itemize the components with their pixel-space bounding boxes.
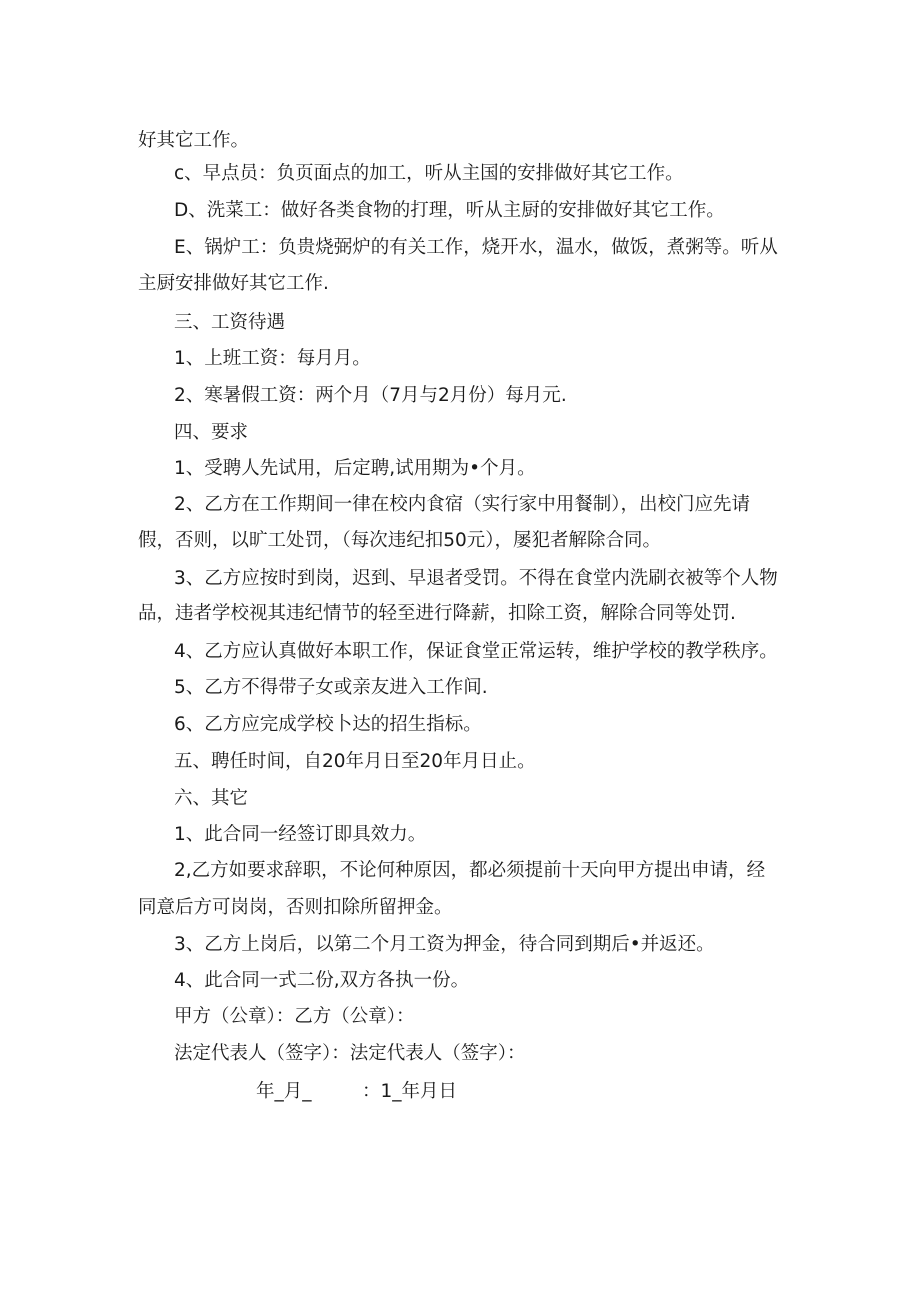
text-line: 3、乙方上岗后，以第二个月工资为押金，待合同到期后•并返还。: [174, 934, 715, 955]
text-line: 1、上班工资：每月月。: [174, 348, 371, 369]
signature-representative-line: 法定代表人（签字）：法定代表人（签字）：: [174, 1043, 526, 1064]
text-line: 6、乙方应完成学校卜达的招生指标。: [174, 714, 482, 735]
section-heading: 六、其它: [174, 788, 249, 809]
text-line: 3、乙方应按时到岗，迟到、早退者受罚。不得在食堂内洗刷衣被等个人物: [174, 568, 778, 589]
text-line: 1、此合同一经签订即具效力。: [174, 824, 427, 845]
text-line: 5、乙方不得带子女或亲友进入工作间.: [174, 677, 488, 698]
signature-date-left: 年_月_: [256, 1081, 312, 1102]
section-heading: 四、要求: [174, 422, 249, 443]
signature-date-right: ：1_年月日: [362, 1081, 458, 1102]
text-line: 4、乙方应认真做好本职工作，保证食堂正常运转，维护学校的教学秩序。: [174, 641, 778, 662]
text-line: 同意后方可岗岗，否则扣除所留押金。: [138, 897, 453, 918]
section-heading: 三、工资待遇: [174, 312, 286, 333]
text-line: E、锅炉工：负贵烧弼炉的有关工作，烧开水，温水，做饭，煮粥等。听从: [174, 237, 778, 258]
text-line: 2,乙方如要求辞职，不论何种原因，都必须提前十天向甲方提出申请，经: [174, 860, 766, 881]
text-line: 假，否则，以旷工处罚，（每次违纪扣50元），屡犯者解除合同。: [138, 530, 662, 551]
text-line: 2、乙方在工作期间一律在校内食宿（实行家中用餐制），出校门应先请: [174, 494, 751, 515]
text-line: 品，违者学校视其违纪情节的轻至进行降薪，扣除工资，解除合同等处罚.: [138, 603, 736, 624]
text-line: 2、寒暑假工资：两个月（7月与2月份）每月元.: [174, 385, 567, 406]
text-line: 好其它工作。: [138, 130, 250, 151]
text-line: D、洗菜工：做好各类食物的打理，听从主厨的安排做好其它工作。: [174, 200, 725, 221]
section-heading: 五、聘任时间，自20年月日至20年月日止。: [174, 751, 536, 772]
text-line: 4、此合同一式二份,双方各执一份。: [174, 970, 470, 991]
text-line: 主厨安排做好其它工作.: [138, 273, 329, 294]
text-line: 1、受聘人先试用，后定聘,试用期为•个月。: [174, 458, 536, 479]
text-line: c、早点员：负页面点的加工，听从主国的安排做好其它工作。: [174, 163, 684, 184]
signature-party-line: 甲方（公章）：乙方（公章）：: [174, 1006, 415, 1027]
